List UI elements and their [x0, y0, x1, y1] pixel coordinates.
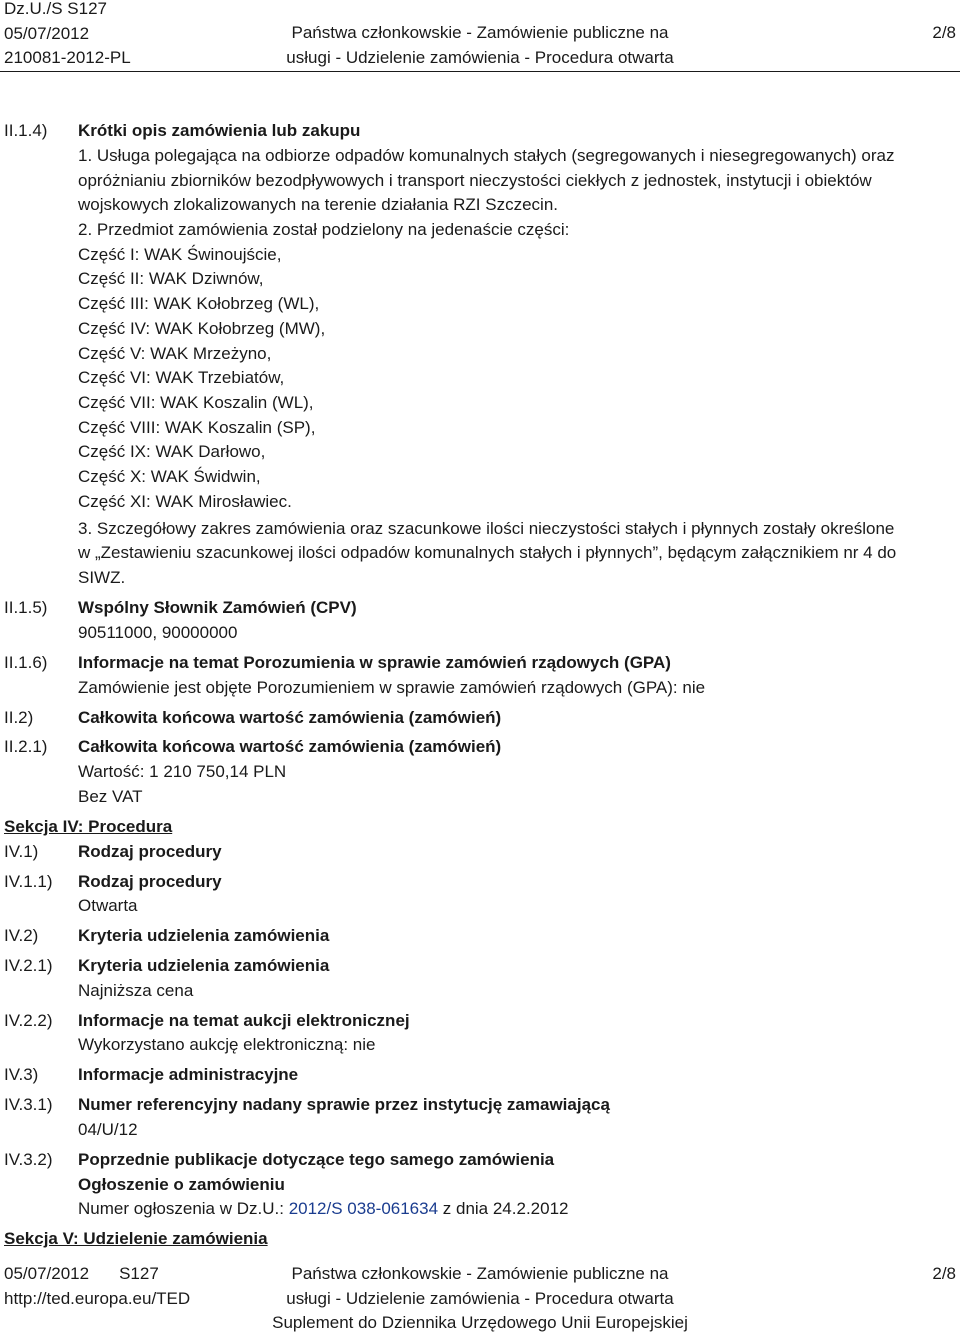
footer-date: 05/07/2012: [4, 1264, 90, 1283]
section-heading: Kryteria udzielenia zamówienia: [78, 956, 330, 975]
lot-item: Część VIII: WAK Koszalin (SP),: [78, 418, 316, 437]
description-line: w „Zestawieniu szacunkowej ilości odpadów komunalnych stałych i płynnych”, będącym załącznikiem nr 4 do: [78, 543, 897, 562]
gpa-value: Zamówienie jest objęte Porozumieniem w sprawie zamówień rządowych (GPA): nie: [78, 678, 706, 697]
page-header: [0, 0, 960, 70]
notice-number-link[interactable]: 2012/S 038-061634: [288, 1199, 439, 1218]
footer-page-number: 2/8: [932, 1264, 956, 1283]
section-title-award: Sekcja V: Udzielenie zamówienia: [4, 1229, 268, 1248]
footer-title-line1: Państwa członkowskie - Zamówienie publiczne na: [291, 1264, 669, 1283]
notice-number-label: Numer ogłoszenia w Dz.U.:: [78, 1199, 289, 1218]
header-divider: [0, 71, 960, 72]
lot-item: Część VI: WAK Trzebiatów,: [78, 368, 285, 387]
journal-ref: Dz.U./S S127: [4, 0, 107, 18]
section-number: IV.2.2): [4, 1011, 53, 1030]
contract-value: Wartość: 1 210 750,14 PLN: [78, 762, 287, 781]
award-criteria: Najniższa cena: [78, 981, 194, 1000]
description-line: 1. Usługa polegająca na odbiorze odpadów komunalnych stałych (segregowanych i niesegregowanych) oraz: [78, 146, 895, 165]
e-auction-value: Wykorzystano aukcję elektroniczną: nie: [78, 1035, 376, 1054]
section-heading: Kryteria udzielenia zamówienia: [78, 926, 330, 945]
section-number: II.2): [4, 708, 34, 727]
lot-item: Część X: WAK Świdwin,: [78, 467, 261, 486]
section-number: IV.1): [4, 842, 39, 861]
notice-id: 210081-2012-PL: [4, 48, 131, 67]
footer-url[interactable]: http://ted.europa.eu/TED: [4, 1288, 191, 1308]
footer-issue: S127: [119, 1264, 159, 1283]
subheading: Ogłoszenie o zamówieniu: [78, 1175, 285, 1194]
footer-title-line2: usługi - Udzielenie zamówienia - Procedura otwarta: [286, 1288, 674, 1308]
page-footer: [0, 1262, 960, 1334]
section-number: II.2.1): [4, 737, 48, 756]
section-heading: Krótki opis zamówienia lub zakupu: [78, 121, 361, 140]
lot-item: Część I: WAK Świnoujście,: [78, 245, 282, 264]
lot-item: Część IV: WAK Kołobrzeg (MW),: [78, 319, 326, 338]
reference-number: 04/U/12: [78, 1120, 138, 1139]
section-heading: Informacje administracyjne: [78, 1065, 299, 1084]
description-line: SIWZ.: [78, 568, 126, 587]
description-line: opróżnianiu zbiorników bezodpływowych i transport nieczystości ciekłych z jednostek, instytucji i obiektów: [78, 171, 872, 190]
lot-item: Część XI: WAK Mirosławiec.: [78, 492, 292, 511]
lot-item: Część III: WAK Kołobrzeg (WL),: [78, 294, 320, 313]
header-title-line1: Państwa członkowskie - Zamówienie publiczne na: [291, 23, 669, 42]
header-title-line2: usługi - Udzielenie zamówienia - Procedura otwarta: [286, 47, 674, 67]
footer-supplement: Suplement do Dziennika Urzędowego Unii Europejskiej: [272, 1313, 688, 1332]
section-heading: Rodzaj procedury: [78, 872, 222, 891]
section-heading: Wspólny Słownik Zamówień (CPV): [78, 598, 357, 617]
lot-item: Część IX: WAK Darłowo,: [78, 442, 266, 461]
lot-item: Część VII: WAK Koszalin (WL),: [78, 393, 314, 412]
section-heading: Numer referencyjny nadany sprawie przez instytucję zamawiającą: [78, 1095, 610, 1114]
section-number: II.1.6): [4, 653, 48, 672]
header-page-number: 2/8: [932, 23, 956, 42]
section-number: II.1.5): [4, 598, 48, 617]
section-number: II.1.4): [4, 121, 48, 140]
section-heading: Całkowita końcowa wartość zamówienia (zamówień): [78, 737, 502, 756]
description-line: wojskowych zlokalizowanych na terenie działania RZI Szczecin.: [78, 195, 558, 214]
section-heading: Informacje na temat Porozumienia w sprawie zamówień rządowych (GPA): [78, 653, 671, 672]
section-number: IV.3.1): [4, 1095, 53, 1114]
section-heading: Rodzaj procedury: [78, 842, 222, 861]
description-line: 2. Przedmiot zamówienia został podzielony na jedenaście części:: [78, 220, 570, 239]
procedure-type: Otwarta: [78, 896, 138, 915]
notice-number-line: [78, 1197, 569, 1222]
vat-note: Bez VAT: [78, 787, 143, 806]
section-heading: Informacje na temat aukcji elektronicznej: [78, 1011, 410, 1030]
header-date: 05/07/2012: [4, 23, 90, 43]
section-title-procedure: Sekcja IV: Procedura: [4, 817, 173, 836]
lot-item: Część V: WAK Mrzeżyno,: [78, 344, 272, 363]
section-number: IV.3): [4, 1065, 39, 1084]
notice-date: z dnia 24.2.2012: [438, 1199, 569, 1218]
header-center: [0, 21, 960, 70]
section-heading: Całkowita końcowa wartość zamówienia (zamówień): [78, 708, 502, 727]
lot-item: Część II: WAK Dziwnów,: [78, 269, 264, 288]
description-line: 3. Szczegółowy zakres zamówienia oraz szacunkowe ilości nieczystości stałych i płynnych zostały określone: [78, 519, 895, 538]
section-heading: Poprzednie publikacje dotyczące tego samego zamówienia: [78, 1150, 555, 1169]
section-number: IV.2): [4, 926, 39, 945]
section-number: IV.1.1): [4, 872, 53, 891]
section-number: IV.3.2): [4, 1150, 53, 1169]
cpv-codes: 90511000, 90000000: [78, 623, 238, 642]
section-number: IV.2.1): [4, 956, 53, 975]
